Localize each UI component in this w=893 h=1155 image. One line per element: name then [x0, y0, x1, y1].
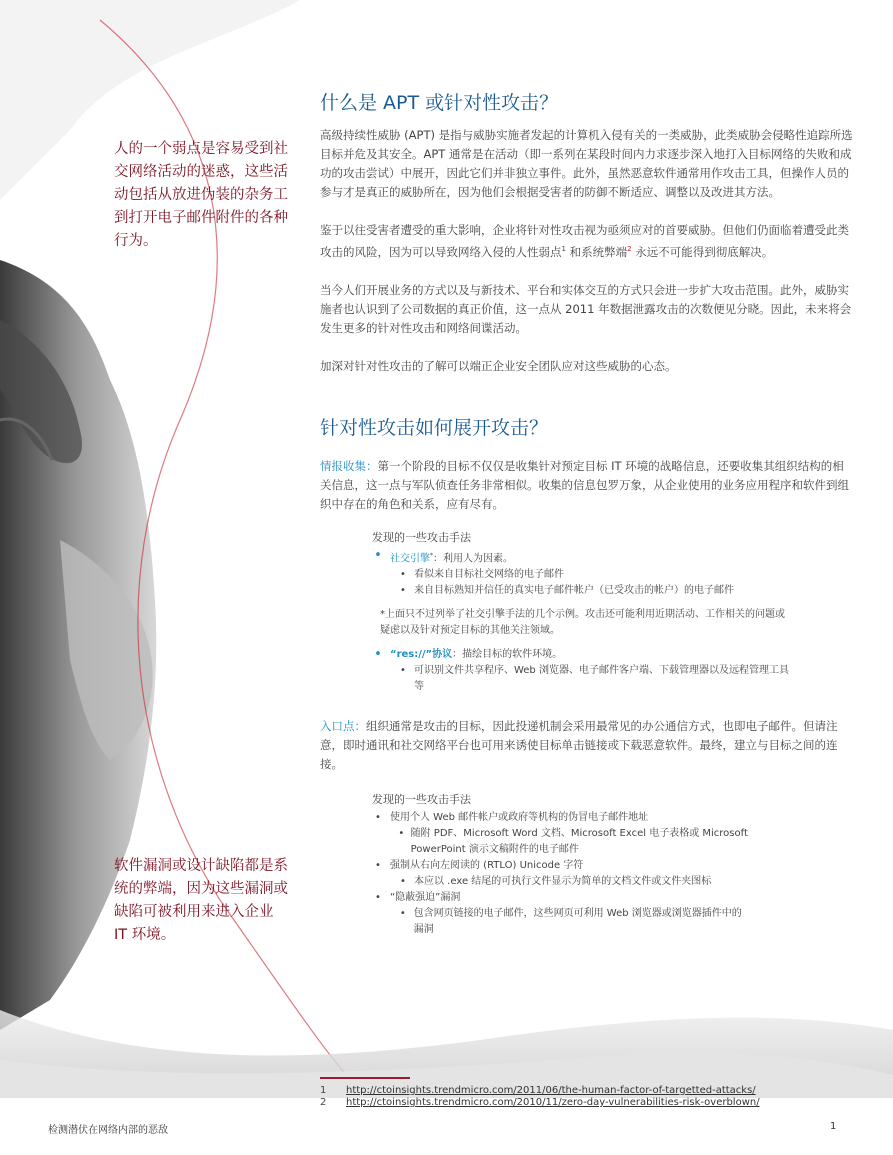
list-item: • 使用个人 Web 邮件帐户或政府等机构的伪冒电子邮件地址 — [375, 812, 649, 823]
footnote-1: 1 http://ctoinsights.trendmicro.com/2011/06/the-human-factor-of-targetted-attacks/ — [320, 1085, 756, 1096]
list-item: • 强制从右向左阅读的 (RTLO) Unicode 字符 — [375, 860, 584, 871]
paragraph-attack-surface: 当今人们开展业务的方式以及与新技术、平台和实体交互的方式只会进一步扩大攻击范围。此外，威胁实施者也认识到了公司数据的真正价值，这一点从 2011 年数据泄露攻击的次数便见分晓。因此，未来将会发生更多的针对性攻击和网络间谍活动。 — [320, 282, 852, 335]
footnote-link-2[interactable]: http://ctoinsights.trendmicro.com/2010/11/zero-day-vulnerabilities-risk-overblown/ — [346, 1097, 760, 1108]
list-subitem: • 来自目标熟知并信任的真实电子邮件帐户（已受攻击的帐户）的电子邮件 — [400, 585, 734, 597]
list-subitem: • 包含网页链接的电子邮件，这些网页可利用 Web 浏览器或浏览器插件中的漏洞 — [399, 908, 742, 935]
footnote-2: 2 http://ctoinsights.trendmicro.com/2010/11/zero-day-vulnerabilities-risk-overblown/ — [320, 1097, 760, 1108]
paragraph-mindset: 加深对针对性攻击的了解可以端正企业安全团队应对这些威胁的心态。 — [320, 358, 677, 373]
page-number: 1 — [830, 1121, 837, 1132]
entry-point-paragraph: 入口点：组织通常是攻击的目标，因此投递机制会采用最常见的办公通信方式，也即电子邮件。但请注意，即时通讯和社交网络平台也可用来诱使目标单击链接或下载恶意软件。最终，建立与目标之间的连接。 — [320, 719, 838, 771]
attack-methods-list-1 — [372, 530, 832, 695]
pull-quote-system-vulnerability: 软件漏洞或设计缺陷都是系统的弊端，因为这些漏洞或缺陷可被利用来进入企业 IT 环境。 — [114, 858, 288, 943]
social-engineering-note: *上面只不过列举了社交引擎手法的几个示例。攻击还可能利用近期活动、工作相关的问题或疑虑以及针对预定目标的其他关注领域。 — [380, 609, 785, 637]
pull-quote-human-weakness: 人的一个弱点是容易受到社交网络活动的迷惑，这些活动包括从放进伪装的杂务工到打开电子邮件附件的各种行为。 — [114, 141, 288, 249]
list-subitem: • 随附 PDF、Microsoft Word 文档、Microsoft Excel 电子表格或 Microsoft PowerPoint 演示文稿附件的电子邮件 — [398, 828, 748, 855]
intel-gathering-label: 情报收集： — [320, 459, 378, 473]
paragraph-apt-definition: 高级持续性威胁 (APT) 是指与威胁实施者发起的计算机入侵有关的一类威胁，此类威胁会侵略性追踪所选目标并危及其安全。APT 通常是在活动（即一系列在某段时间内力求逐步深入地打入目标网络的失败和成功的攻击尝试）中展开，因此它们并非独立事件。此外，虽然恶意软件通常用作攻击工具，但操作人员的参与才是真正的威胁所在，因为他们会根据受害者的防御不断适应、调整以及改进其方法。 — [320, 128, 853, 199]
list-subitem: • 本应以 .exe 结尾的可执行文件显示为简单的文档文件或文件夹图标 — [400, 876, 712, 887]
attack-methods-list-2 — [372, 792, 832, 938]
footnote-link-1[interactable]: http://ctoinsights.trendmicro.com/2011/06/the-human-factor-of-targetted-attacks/ — [346, 1085, 756, 1096]
paragraph-impact: 鉴于以往受害者遭受的重大影响，企业将针对性攻击视为亟须应对的首要威胁。但他们仍面临着遭受此类攻击的风险，因为可以导致网络入侵的人性弱点$^1$ 和系统弊端$^2$ 永远不可能得到彻底解决。 — [320, 223, 849, 259]
list-subitem: • 可识别文件共享程序、Web 浏览器、电子邮件客户端、下载管理器以及远程管理工具等 — [400, 665, 789, 693]
list-item: • 社交引擎*：利用人为因素。 — [374, 548, 513, 565]
list-title: 发现的一些攻击手法 — [372, 793, 471, 806]
section1-body — [320, 126, 855, 376]
intel-gathering-paragraph: 情报收集：第一个阶段的目标不仅仅是收集针对预定目标 IT 环境的战略信息，还要收集其组织结构的相关信息，这一点与军队侦查任务非常相似。收集的信息包罗万象，从企业使用的业务应用程序和软件到组织中存在的角色和关系，应有尽有。 — [320, 459, 849, 511]
footnote-rule — [320, 1077, 410, 1079]
heading-what-is-apt: 什么是 APT 或针对性攻击？ — [320, 92, 559, 114]
heading-how-attacks-unfold: 针对性攻击如何展开攻击？ — [320, 417, 549, 439]
list-title: 发现的一些攻击手法 — [372, 531, 471, 544]
list-item: • “res://”协议：描绘目标的软件环境。 — [374, 647, 563, 663]
footer-document-title: 检测潜伏在网络内部的恶敌 — [48, 1125, 168, 1136]
entry-point-label: 入口点： — [320, 719, 366, 733]
list-item: • “隐蔽强迫”漏洞 — [375, 892, 461, 903]
list-subitem: • 看似来自目标社交网络的电子邮件 — [400, 569, 564, 581]
